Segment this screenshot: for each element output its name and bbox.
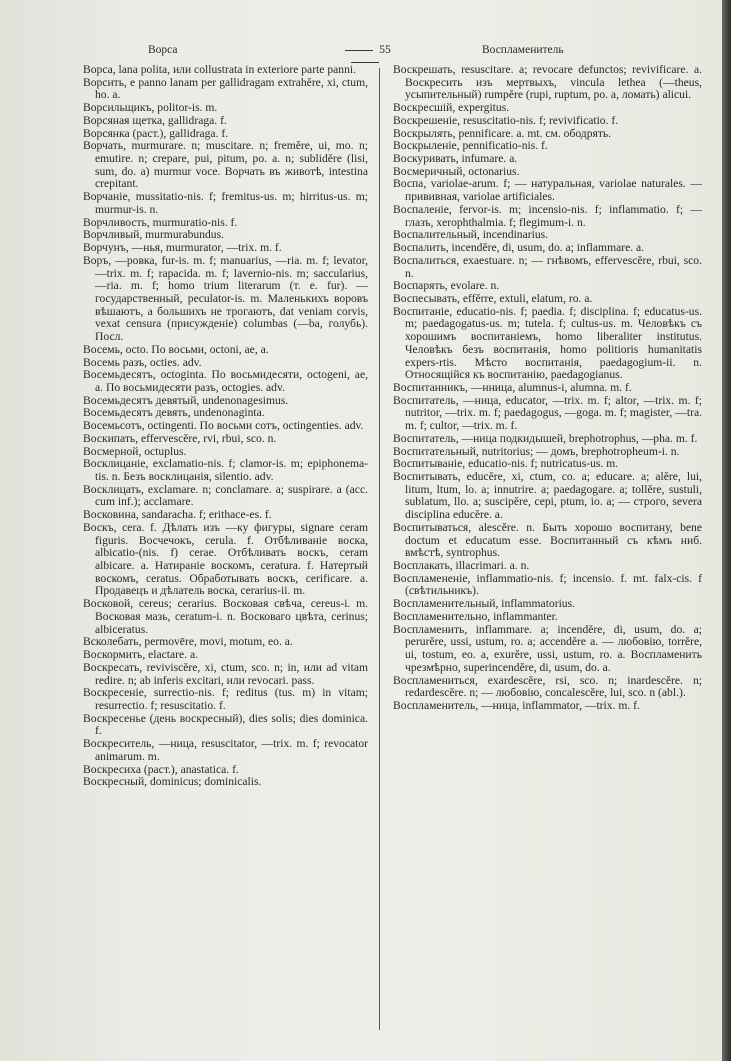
dictionary-entry: Воспа, variolae-arum. f; — натуральная, variolae naturales. — прививная, variolae artificiales. (393, 177, 702, 204)
dictionary-entry: Ворчать, murmurare. n; muscitare. n; fremĕre, ui, mo. n; emutire. n; crepare, pui, pitum, po. a. n; sublidĕre (lisi, sum, do. a) murmur voce. Ворчать въ животѣ, intestina crepitant. (83, 139, 368, 191)
dictionary-entry: Всколебать, permovēre, movi, motum, eo. a. (83, 635, 293, 649)
dictionary-entry: Восковина, sandaracha. f; erithace-es. f. (83, 508, 272, 522)
dictionary-entry: Восемьдесятъ, octoginta. По восьмидесяти, octogeni, ae, a. По восьмидесяти разъ, octogies. adv. (83, 368, 368, 394)
dictionary-entry: Воспламенитель, —ница, inflammator, —trix. m. f. (393, 698, 640, 712)
dictionary-entry: Воскресшій, expergitus. (393, 101, 510, 115)
dictionary-entry: Воспитанникъ, —нница, alumnus-i, alumna. m. f. (393, 380, 632, 394)
dictionary-entry: Воспламениться, exardescĕre, rsi, sco. n; inardescĕre. n; redardescĕre. n; — любовію, concalescĕre, lui, sco. n (abl.). (393, 673, 702, 700)
dictionary-entry: Восковой, cereus; cerarius. Восковая свѣча, cereus-i. m. Восковая мазь, ceratum-i. n. Восковаго цвѣта, cerinus; albiceratus. (83, 597, 368, 636)
dictionary-entry: Воспитываніе, educatio-nis. f; nutricatus-us. m. (393, 457, 619, 471)
rule (345, 50, 373, 51)
left-column (83, 64, 368, 789)
dictionary-entry: Воспламененіе, inflammatio-nis. f; incensio. f. mt. falx-cis. f (свѣтильникъ). (393, 571, 702, 598)
dictionary-entry: Восклицаніе, exclamatio-nis. f; clamor-is. m; epiphonema-tis. n. Безъ восклицанія, silentio. adv. (83, 457, 368, 483)
column-divider (379, 68, 380, 1030)
dictionary-entry: Воспалительный, incendinarius. (393, 228, 549, 242)
dictionary-entry: Ворсить, e panno lanam per gallidragam extrahĕre, xi, ctum, ho. a. (83, 75, 368, 102)
dictionary-entry: Воспитатель, —ница подкидышей, brephotrophus, —pha. m. f. (393, 431, 698, 445)
page-header (0, 44, 722, 60)
dictionary-entry: Восемь разъ, octies. adv. (83, 355, 202, 369)
dictionary-entry: Восмерной, octuplus. (83, 444, 187, 458)
dictionary-entry: Ворчунъ, —нья, murmurator, —trix. m. f. (83, 241, 282, 255)
dictionary-entry: Ворчаніе, mussitatio-nis. f; fremitus-us. m; hirritus-us. m; murmur-is. n. (83, 190, 368, 216)
dictionary-entry: Восемьдесятъ девятый, undenonagesimus. (83, 393, 289, 407)
dictionary-entry: Воскъ, cera. f. Дѣлать изъ —ку фигуры, signare ceram figuris. Восчечокъ, cerula. f. Отбѣливаніе воска, albicatio-(nis. f) cerae. Отбѣливать воскъ, ceram albicare. a. Натираніе воскомъ, ceratura. f. Натертый воскомъ, ceratus. Обработывать воскъ, cerificare. a. Продавецъ и дѣлатель воска, cerarius-ii. m. (83, 520, 368, 598)
dictionary-entry: Воспесывать, effĕrre, extuli, elatum, ro. a. (393, 291, 593, 305)
dictionary-entry: Воспитывать, educĕre, xi, ctum, co. a; educare. a; alĕre, lui, litum, ltum, lo. a; innutrire. a; paedagogare. a; tollĕre, sustuli, sublatum, llo. a; suscipĕre, cepi, ptum, io. a; — строго, severa disciplina educĕre. a. (393, 470, 702, 522)
dictionary-entry: Воспалиться, exaestuare. n; — гнѣвомъ, effervescĕre, rbui, sco. n. (393, 253, 702, 280)
dictionary-entry: Восплакать, illacrimari. a. n. (393, 559, 530, 573)
dictionary-entry: Ворсильщикъ, politor-is. m. (83, 101, 218, 115)
dictionary-entry: Восемь, octo. По восьми, octoni, ae, a. (83, 342, 269, 356)
dictionary-entry: Воспаленіе, fervor-is. m; incensio-nis. f; inflammatio. f; — глазъ, xerophthalmia. f; flegimum-i. n. (393, 202, 702, 229)
dictionary-entry: Ворчливый, murmurabundus. (83, 228, 225, 242)
dictionary-entry: Восклицать, exclamare. n; conclamare. a; suspirare. a (acc. cum inf.); acclamare. (83, 482, 368, 509)
dictionary-entry: Ворсянка (раст.), gallidraga. f. (83, 126, 229, 140)
dictionary-entry: Воскуривать, infumare. a. (393, 152, 518, 166)
dictionary-entry: Воскресиха (раст.), anastatica. f. (83, 762, 239, 776)
dictionary-entry: Восемьдесятъ девять, undenonaginta. (83, 406, 265, 420)
dictionary-entry: Ворчливость, murmuratio-nis. f. (83, 215, 238, 229)
dictionary-entry: Воспарять, evolare. n. (393, 279, 500, 293)
left-guide-word: Ворса (148, 44, 178, 56)
dictionary-entry: Воспитательный, nutritorius; — домъ, brephotropheum-i. n. (393, 444, 680, 458)
dictionary-entry: Воскресать, reviviscĕre, xi, ctum, sco. n; in, или ad vitam redire. n; ab inferis excitari, или revocari. pass. (83, 660, 368, 687)
dictionary-entry: Воскипать, effervescĕre, rvi, rbui, sco. n. (83, 431, 277, 445)
right-column (393, 64, 702, 713)
dictionary-entry: Восмеричный, octonarius. (393, 164, 520, 178)
page-edge (722, 0, 731, 1061)
dictionary-entry: Воспалить, incendĕre, di, usum, do. a; inflammare. a. (393, 241, 645, 255)
dictionary-entry: Ворсяная щетка, gallidraga. f. (83, 113, 227, 127)
dictionary-entry: Воскресенье (день воскресный), dies solis; dies dominica. f. (83, 711, 368, 738)
dictionary-entry: Воспитываться, alescĕre. n. Быть хорошо воспитану, bene doctum et educatum esse. Воспитанный съ кѣмъ ниб. вмѣстѣ, syntrophus. (393, 520, 702, 560)
dictionary-entry: Воспитаніе, educatio-nis. f; paedia. f; disciplina. f; educatus-us. m; paedagogatus-us. m; tutela. f; cultus-us. m. Человѣкъ съ хорошимъ воспитаніемъ, homo liberaliter institutus. Человѣкъ безъ воспитанія, homo politioris humanitatis expers-rtis. Мѣсто воспитанія, paedagogium-ii. n. Относящійся къ воспитанію, paedagogianus. (393, 304, 702, 382)
dictionary-entry: Воскрылять, pennificare. a. mt. см. ободрять. (393, 126, 612, 140)
dictionary-entry: Воспитатель, —ница, educator, —trix. m. f; altor, —trix. m. f; nutritor, —trix. m. f; paedagogus, —goga. m. f; magister, —tra. m. f; cultor, —trix. m. f. (393, 393, 702, 433)
dictionary-entry: Воскрешеніе, resuscitatio-nis. f; revivificatio. f. (393, 113, 619, 127)
dictionary-entry: Воспламенительно, inflammanter. (393, 609, 558, 623)
dictionary-entry: Восемьсотъ, octingenti. По восьми сотъ, octingenties. adv. (83, 419, 364, 433)
dictionary-entry: Воскресеніе, surrectio-nis. f; reditus (tus. m) in vitam; resurrectio. f; resuscitatio. f. (83, 686, 368, 712)
dictionary-entry: Воръ, —ровка, fur-is. m. f; manuarius, —ria. m. f; levator, —trix. m. f; rapacida. m. f; lavernio-nis. m; saccularius, —ria. m. f; homo trium literarum (т. е. fur). — государственный, peculator-is. m. Маленькихъ воровъ вѣшаютъ, а большихъ не трогаютъ, dat veniam corvis, vexat censura (присужденіе) columbas (—ba, голубь). Посл. (83, 253, 368, 344)
dictionary-entry: Воспламенительный, inflammatorius. (393, 597, 576, 611)
right-guide-word: Воспламенитель (482, 44, 564, 56)
dictionary-entry: Воскресный, dominicus; dominicalis. (83, 775, 262, 789)
dictionary-entry: Воскрешать, resuscitare. a; revocare defunctos; revivificare. a. Воскресить изъ мертвыхъ, vincula lethea (—theus, усыпительный) rumpĕre (rupi, ruptum, po. a, ломать) alicui. (393, 63, 702, 102)
dictionary-entry: Воскреситель, —ница, resuscitator, —trix. m. f; revocator animarum. m. (83, 737, 368, 763)
dictionary-entry: Воскормить, elactare. a. (83, 648, 198, 662)
dictionary-entry: Воспламенить, inflammare. a; incendĕre, di, usum, do. a; perurĕre, ussi, ustum, ro. a; accendĕre a. — любовію, torrĕre, ui, tostum, eo. a, exurĕre, ussi, ustum, ro. a. Воспламенить чрезмѣрно, superincendĕre, di, usum, do. a. (393, 622, 702, 674)
dictionary-entry: Воскрыленіе, pennificatio-nis. f. (393, 139, 548, 153)
page-number: 55 (379, 44, 391, 56)
dictionary-entry: Ворса, lana polita, или collustrata in exteriore parte panni. (83, 63, 356, 76)
